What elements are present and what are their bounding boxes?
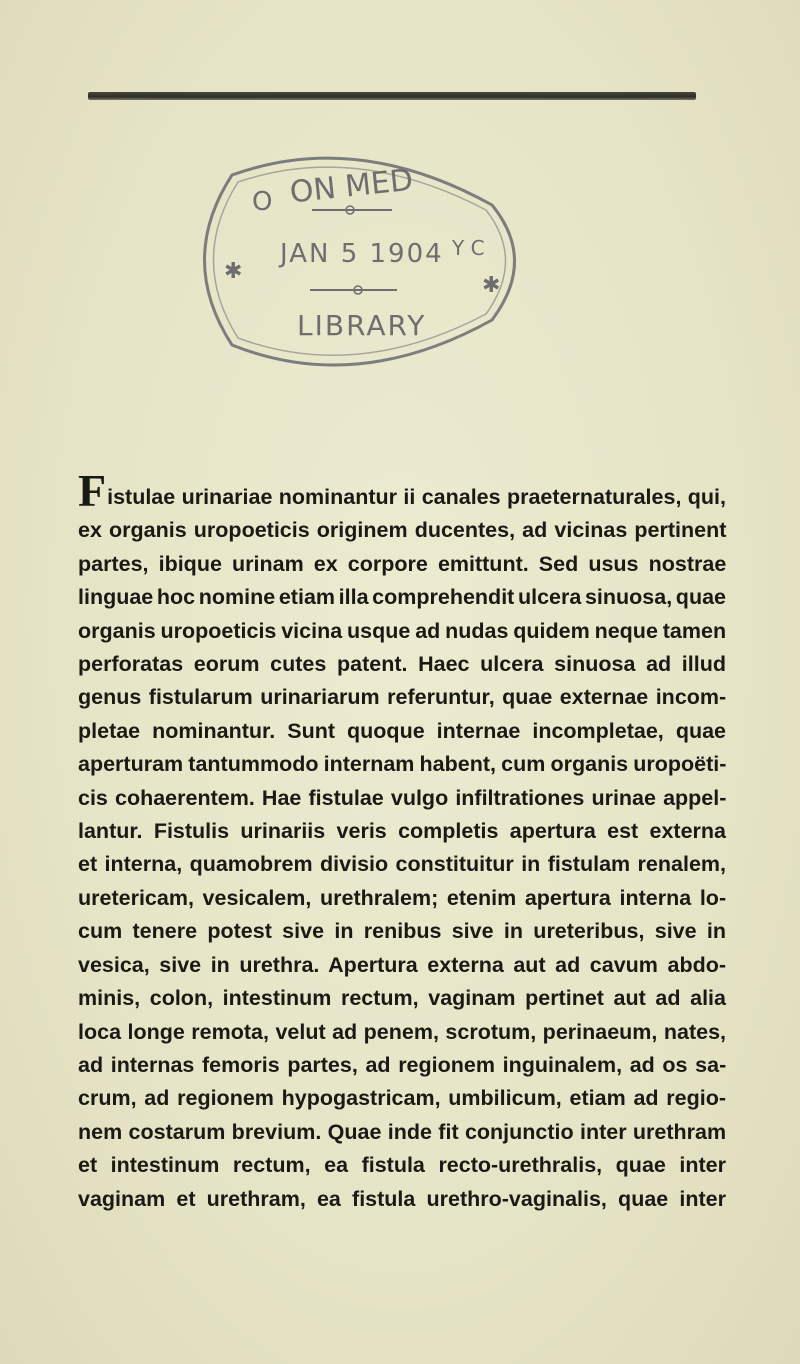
text-line: aperturam tantummodo internam habent, cum organis uropoëti- — [78, 752, 727, 777]
text-line: lantur. Fistulis urinariis veris completis apertura est externa — [78, 819, 726, 844]
text-line: pletae nominantur. Sunt quoque internae incompletae, quae — [78, 718, 726, 743]
text-line: genus fistularum urinariarum referuntur, quae externae incom- — [78, 685, 727, 710]
library-stamp — [192, 150, 522, 372]
text-line: loca longe remota, velut ad penem, scrotum, perinaeum, nates, — [78, 1019, 726, 1044]
text-line: crum, ad regionem hypogastricam, umbilicum, etiam ad regio- — [78, 1086, 726, 1111]
text-line: istulae urinariae nominantur ii canales praeternaturales, qui, — [107, 485, 726, 509]
top-decorative-rule — [88, 92, 696, 100]
text-line: cum tenere potest sive in renibus sive in ureteribus, sive in — [78, 919, 726, 944]
stamp-star-right: ✱ — [482, 273, 501, 298]
text-line: minis, colon, intestinum rectum, vaginam pertinet aut ad alia — [78, 986, 726, 1011]
stamp-star-left: ✱ — [224, 259, 243, 284]
text-line: perforatas eorum cutes patent. Haec ulcera sinuosa ad illud — [78, 652, 726, 677]
text-line: cis cohaerentem. Hae fistulae vulgo infiltrationes urinae appel- — [78, 785, 727, 810]
text-line: ex organis uropoeticis originem ducentes, ad vicinas pertinent — [78, 518, 727, 543]
text-line: uretericam, vesicalem, urethralem; etenim apertura interna lo- — [78, 885, 727, 910]
text-line: partes, ibique urinam ex corpore emittunt. Sed usus nostrae — [78, 551, 727, 576]
text-line: vesica, sive in urethra. Apertura externa aut ad cavum abdo- — [78, 952, 726, 977]
text-line: ad internas femoris partes, ad regionem inguinalem, ad os sa- — [78, 1052, 727, 1077]
text-line: vaginam et urethram, ea fistula urethro-vaginalis, quae inter — [78, 1186, 726, 1211]
stamp-top-text: ON MED — [288, 162, 415, 211]
text-line: nem costarum brevium. Quae inde fit conjunctio inter urethram — [78, 1119, 727, 1144]
stamp-corner-letters: Y C — [452, 236, 485, 260]
text-line-first — [78, 465, 726, 516]
text-line: linguae hoc nomine etiam illa comprehendit ulcera sinuosa, quae — [78, 585, 726, 610]
text-line: et intestinum rectum, ea fistula recto-urethralis, quae inter — [78, 1153, 726, 1178]
text-line: organis uropoeticis vicina usque ad nudas quidem neque tamen — [78, 618, 727, 643]
latin-text-block — [78, 465, 727, 1216]
stamp-left-letter: O — [252, 187, 273, 217]
stamp-date: JAN 5 1904 — [280, 239, 444, 269]
text-line: et interna, quamobrem divisio constituitur in fistulam renalem, — [78, 852, 726, 877]
stamp-bottom-text: LIBRARY — [297, 309, 427, 342]
library-stamp-graphic — [192, 150, 522, 372]
drop-cap: F — [78, 465, 107, 516]
